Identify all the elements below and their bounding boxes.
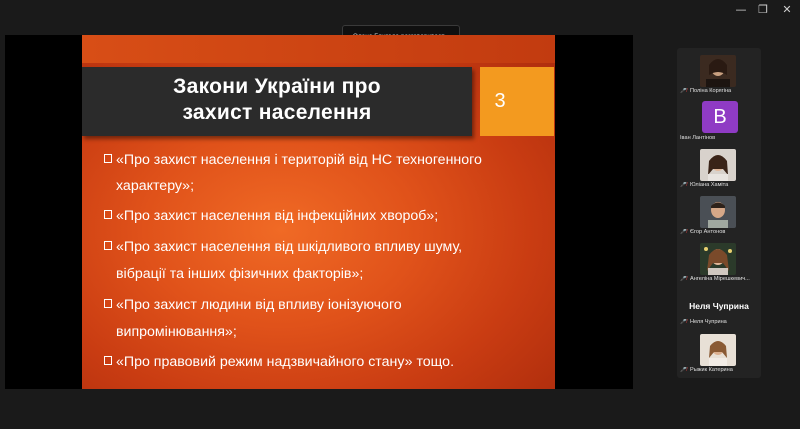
participant-tile[interactable] bbox=[677, 330, 761, 378]
muted-mic-icon: 🎤̸ bbox=[680, 88, 687, 94]
participant-video-thumbnail bbox=[700, 334, 736, 366]
bullet-text: «Про захист населення і територій від НС техногенного bbox=[116, 152, 482, 168]
close-button[interactable]: ✕ bbox=[782, 3, 792, 16]
participant-tile[interactable] bbox=[677, 98, 761, 146]
participant-name-row bbox=[680, 319, 760, 325]
participant-name: Ангеліна Мірешкевич... bbox=[689, 276, 750, 282]
participant-name: Рыжик Катерина bbox=[689, 367, 733, 373]
participant-tile[interactable] bbox=[677, 145, 761, 193]
slide-top-band bbox=[82, 35, 555, 63]
bullet-text: випромінювання»; bbox=[116, 324, 237, 340]
participants-panel bbox=[677, 48, 761, 378]
bullet-text: вібрації та інших фізичних факторів»; bbox=[116, 266, 364, 282]
window-titlebar bbox=[0, 0, 800, 22]
participant-name-row bbox=[680, 229, 760, 235]
minimize-button[interactable]: — bbox=[735, 3, 747, 16]
checkbox-bullet-icon bbox=[104, 154, 112, 163]
slide-title-box bbox=[82, 67, 472, 136]
participant-name-row bbox=[680, 367, 760, 373]
checkbox-bullet-icon bbox=[104, 241, 112, 250]
slide-number-box bbox=[480, 67, 554, 136]
participant-video-thumbnail bbox=[700, 196, 736, 228]
participant-name-row bbox=[680, 182, 760, 188]
muted-mic-icon: 🎤̸ bbox=[680, 319, 687, 325]
participant-video-thumbnail bbox=[700, 55, 736, 87]
checkbox-bullet-icon bbox=[104, 299, 112, 308]
participant-name-row bbox=[680, 135, 760, 141]
slide-title bbox=[82, 74, 472, 126]
muted-mic-icon: 🎤̸ bbox=[680, 182, 687, 188]
participant-name: Поліна Корягіна bbox=[689, 88, 732, 94]
bullet-text: «Про захист населення від інфекційних хвороб»; bbox=[116, 208, 439, 224]
participant-tile[interactable] bbox=[677, 239, 761, 287]
participant-name: Іван Лантінов bbox=[680, 135, 716, 141]
bullet-text: «Про захист людини від впливу іонізуючого bbox=[116, 297, 402, 313]
participant-tile[interactable] bbox=[677, 51, 761, 99]
muted-mic-icon: 🎤̸ bbox=[680, 229, 687, 235]
slide-title-line2: захист населення bbox=[182, 101, 372, 124]
participant-display-name: Неля Чуприна bbox=[689, 301, 749, 311]
slide-title-line1: Закони України про bbox=[173, 75, 381, 98]
muted-mic-icon: 🎤̸ bbox=[680, 367, 687, 373]
checkbox-bullet-icon bbox=[104, 210, 112, 219]
participant-tile[interactable] bbox=[677, 192, 761, 240]
muted-mic-icon: 🎤̸ bbox=[680, 276, 687, 282]
participant-name-row bbox=[680, 88, 760, 94]
bullet-text: «Про правовий режим надзвичайного стану» тощо. bbox=[116, 354, 455, 370]
bullet-text: «Про захист населення від шкідливого впливу шуму, bbox=[116, 239, 463, 255]
presentation-slide bbox=[82, 35, 555, 389]
participant-name: Юліана Хаміта bbox=[689, 182, 729, 188]
participant-name: Неля Чуприна bbox=[689, 319, 727, 325]
participant-avatar: B bbox=[702, 101, 738, 133]
participant-video-thumbnail bbox=[700, 149, 736, 181]
restore-button[interactable]: ❐ bbox=[758, 3, 768, 16]
participant-video-thumbnail bbox=[700, 243, 736, 275]
slide-number: 3 bbox=[494, 90, 506, 112]
participant-name: Єгор Антонов bbox=[689, 229, 726, 235]
bullet-text: характеру»; bbox=[116, 178, 195, 194]
participant-name-row bbox=[680, 276, 760, 282]
checkbox-bullet-icon bbox=[104, 356, 112, 365]
